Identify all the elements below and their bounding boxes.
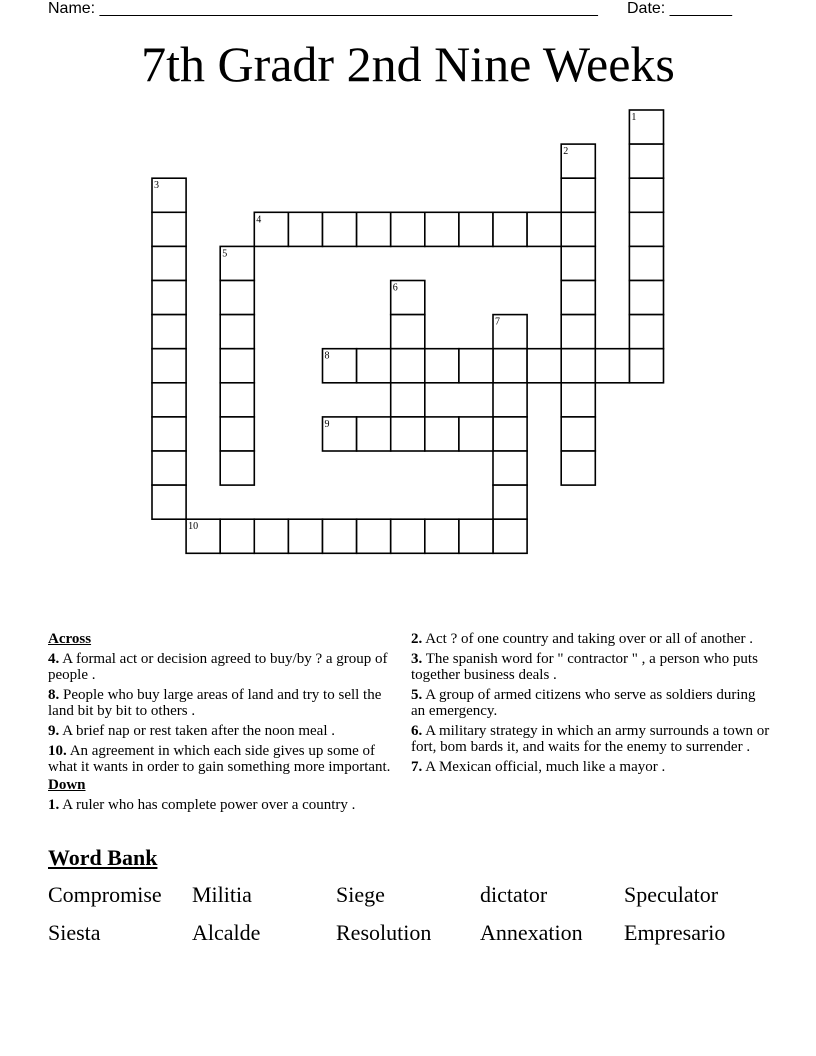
word-bank: [48, 883, 768, 945]
grid-cell: [561, 315, 595, 349]
grid-cell: [493, 349, 527, 383]
clue-across-4: 4. A formal act or decision agreed to buy/by ? a group of people .: [48, 651, 388, 683]
grid-cell: [425, 519, 459, 553]
grid-cell: [391, 315, 425, 349]
grid-cell: [493, 485, 527, 519]
grid-cell: [629, 315, 663, 349]
word-bank-word: Siege: [336, 882, 385, 907]
grid-cell: [561, 178, 595, 212]
clue-down-3: 3. The spanish word for " contractor " , a person who puts together business deals .: [411, 651, 758, 683]
clue-down-1: 1. A ruler who has complete power over a country .: [48, 797, 356, 813]
clues-left-column: [48, 631, 393, 817]
clue-across-8: 8. People who buy large areas of land and try to sell the land bit by bit to others .: [48, 687, 382, 719]
grid-cell: [561, 246, 595, 280]
grid-cell: [357, 519, 391, 553]
grid-cell: [357, 417, 391, 451]
clue-down-6: 6. A military strategy in which an army surrounds a town or fort, bom bards it, and waits for the enemy to surrender .: [411, 723, 770, 755]
grid-cell: [527, 349, 561, 383]
grid-cell: [220, 315, 254, 349]
clue-number: 3: [154, 180, 159, 192]
grid-cell: [425, 417, 459, 451]
word-bank-word: Compromise: [48, 882, 162, 907]
grid-cell: [152, 212, 186, 246]
grid-cell: [629, 246, 663, 280]
grid-cell: [493, 519, 527, 553]
grid-cell: [493, 212, 527, 246]
word-bank-word: Empresario: [624, 920, 726, 945]
grid-cell: [220, 281, 254, 315]
clue-across-10: 10. An agreement in which each side gives up some of what it wants in order to gain something more important.: [48, 743, 391, 775]
grid-cell: [391, 212, 425, 246]
grid-cell: [288, 519, 322, 553]
grid-cell: [629, 144, 663, 178]
word-bank-word: Militia: [192, 882, 252, 907]
down-heading: Down: [48, 777, 86, 793]
grid-cell: [323, 519, 357, 553]
grid-cell: [629, 281, 663, 315]
clue-across-9: 9. A brief nap or rest taken after the noon meal .: [48, 723, 335, 739]
grid-cell: [527, 212, 561, 246]
grid-cell: [459, 417, 493, 451]
clue-number: 6: [392, 282, 398, 294]
name-field: Name: ________________________________________________________: [48, 0, 598, 17]
grid-cell: [629, 349, 663, 383]
word-bank-title: Word Bank: [48, 845, 158, 870]
clue-number: 1: [631, 112, 637, 123]
grid-cell: [459, 519, 493, 553]
clue-down-5: 5. A group of armed citizens who serve as soldiers during an emergency.: [411, 687, 756, 719]
grid-cell: [561, 383, 595, 417]
word-bank-word: Annexation: [480, 920, 583, 945]
grid-cell: [391, 417, 425, 451]
grid-cell: [391, 349, 425, 383]
grid-cell: [152, 451, 186, 485]
grid-cell: [561, 212, 595, 246]
grid-cell: [459, 212, 493, 246]
grid-cell: [493, 417, 527, 451]
clue-number: 9: [324, 418, 330, 430]
grid-cell: [220, 451, 254, 485]
word-bank-word: Speculator: [624, 882, 719, 907]
word-bank-word: Alcalde: [192, 920, 261, 945]
grid-cell: [152, 417, 186, 451]
word-bank-word: dictator: [480, 882, 548, 907]
word-bank-word: Resolution: [336, 920, 432, 945]
across-heading: Across: [48, 631, 92, 647]
clue-number: 5: [222, 248, 228, 260]
word-bank-word: Siesta: [48, 920, 101, 945]
grid-cell: [220, 349, 254, 383]
grid-cell: [220, 519, 254, 553]
grid-cell: [629, 178, 663, 212]
clue-down-2: 2. Act ? of one country and taking over or all of another .: [411, 631, 753, 647]
page-title: 7th Gradr 2nd Nine Weeks: [141, 36, 675, 92]
grid-cell: [459, 349, 493, 383]
grid-cell: [152, 485, 186, 519]
clues-right-column: [411, 631, 771, 779]
grid-cell: [323, 212, 357, 246]
grid-cell: [493, 451, 527, 485]
grid-cell: [220, 383, 254, 417]
date-field: Date: _______: [627, 0, 732, 17]
grid-cell: [357, 349, 391, 383]
grid-cell: [595, 349, 629, 383]
grid-cell: [561, 417, 595, 451]
clue-number: 4: [256, 214, 262, 226]
grid-cell: [288, 212, 322, 246]
clue-number: 8: [324, 350, 330, 362]
clue-number: 7: [495, 316, 500, 328]
grid-cell: [152, 383, 186, 417]
clue-number: 10: [188, 521, 199, 533]
grid-cell: [493, 383, 527, 417]
grid-cell: [629, 212, 663, 246]
grid-cell: [561, 349, 595, 383]
grid-cell: [357, 212, 391, 246]
grid-cell: [561, 281, 595, 315]
grid-cell: [561, 451, 595, 485]
grid-cell: [152, 281, 186, 315]
grid-cell: [391, 519, 425, 553]
grid-cell: [425, 212, 459, 246]
clue-number: 2: [563, 146, 569, 158]
clue-down-7: 7. A Mexican official, much like a mayor .: [411, 759, 666, 775]
grid-cell: [152, 315, 186, 349]
grid-cell: [152, 246, 186, 280]
grid-cell: [152, 349, 186, 383]
grid-cell: [254, 519, 288, 553]
grid-cell: [425, 349, 459, 383]
grid-cell: [391, 383, 425, 417]
grid-cell: [220, 417, 254, 451]
